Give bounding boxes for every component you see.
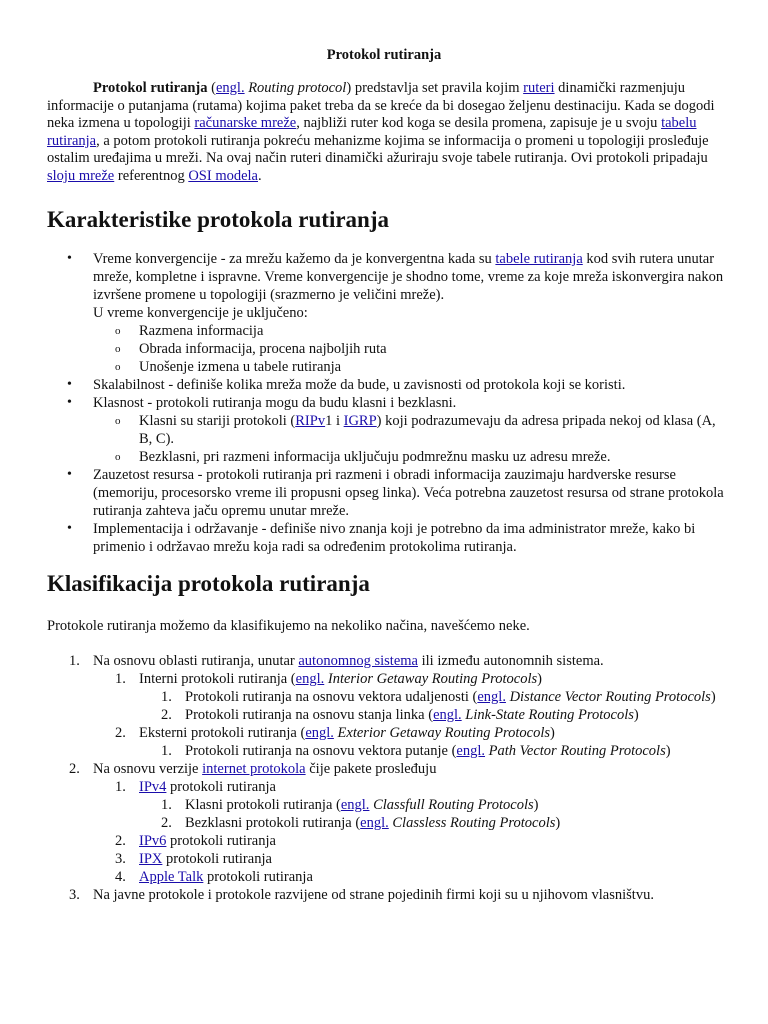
link-ipv4[interactable]: IPv4 [139,779,167,795]
item-text: Na javne protokole i protokole razvijene od strane pojedinih firmi koji su u njihovom vlasništvu. [93,887,654,903]
sub-list-item: o Unošenje izmena u tabele rutiranja [93,358,727,376]
item-text: protokoli rutiranja [166,833,276,849]
sub-sub-list-item [139,688,727,706]
item-text: Klasni su stariji protokoli ( [139,413,296,429]
classification-list [47,652,727,904]
item-text: U vreme konvergencije je uključeno: [93,305,308,321]
item-number: 1. [115,779,126,795]
engl-link[interactable]: engl. [456,743,486,759]
item-text: Eksterni protokoli rutiranja ( [139,725,306,741]
sub-sub-list [139,688,727,724]
sub-list [93,322,727,376]
link-tabelu-rutiranja[interactable]: tabelu rutiranja [47,115,697,149]
item-number: 2. [115,833,126,849]
english-term: Interior Getaway Routing Protocols [327,671,538,687]
item-text: Protokoli rutiranja na osnovu vektora udaljenosti ( [185,689,478,705]
item-text: ili između autonomnih sistema. [418,653,604,669]
english-term: Link-State Routing Protocols [465,707,634,723]
sub-list-item [93,670,727,724]
intro-term: Protokol rutiranja [93,80,208,96]
item-text: ) [555,815,561,831]
sub-list [93,412,727,466]
sub-list-item [93,778,727,832]
item-number: 2. [161,707,172,723]
sub-sub-list [139,742,727,760]
link-tabele-rutiranja[interactable]: tabele rutiranja [495,251,583,267]
intro-text-6: . [258,167,262,184]
item-text: Klasni protokoli rutiranja ( [185,797,341,813]
item-text: čije pakete prosleđuju [305,761,437,777]
english-term: Exterior Getaway Routing Protocols [337,725,551,741]
item-text: ) [633,707,639,723]
item-number: 2. [161,815,172,831]
english-term: Distance Vector Routing Protocols [509,689,711,705]
sub-list-item: o Razmena informacija [93,322,727,340]
item-text: 1 i [325,413,344,429]
sub-list [93,670,727,760]
link-internet-protokola[interactable]: internet protokola [202,761,306,777]
engl-link[interactable]: engl. [305,725,334,741]
intro-english-term: Routing protocol [248,80,347,96]
link-osi-modela[interactable]: OSI modela [188,167,258,184]
list-item [47,760,727,886]
item-text: Klasnost - protokoli rutiranja mogu da budu klasni i bezklasni. [93,395,457,411]
item-text: Protokoli rutiranja na osnovu stanja linka ( [185,707,434,723]
item-text: ) [665,743,671,759]
item-number: 4. [115,869,126,885]
page-title: Protokol rutiranja [326,47,442,63]
engl-link[interactable]: engl. [295,671,325,687]
sub-list-item [93,832,727,850]
item-text: ) [550,725,555,741]
engl-link[interactable]: engl. [215,80,245,96]
item-text: Na osnovu oblasti rutiranja, unutar [93,653,299,669]
english-term: Classless Routing Protocols [392,815,556,831]
list-item: • Zauzetost resursa - protokoli rutiranja pri razmeni i obradi informacija zauzimaju hardverske resurse (memoriju, procesorsko vreme ili propusni opseg linka). Veća potrebna zauzetost resursa od strane protokola rutiranja zahteva jaču opremu unutar mreže. [47,466,727,520]
sub-sub-list-item [139,796,727,814]
item-number: 1. [161,743,172,759]
list-item [47,394,727,466]
english-term: Classfull Routing Protocols [373,797,534,813]
item-number: 2. [69,761,80,777]
item-text: protokoli rutiranja [166,779,276,795]
link-ipx[interactable]: IPX [139,851,163,867]
link-ripv[interactable]: RIPv [295,413,326,429]
item-number: 3. [69,887,80,903]
engl-link[interactable]: engl. [477,689,506,705]
section-heading-karakteristike: Karakteristike protokola rutiranja [47,207,389,232]
item-text: ) [710,689,716,705]
item-text: ) [533,797,539,813]
link-apple-talk[interactable]: Apple Talk [139,869,204,885]
list-item [47,250,727,376]
item-number: 1. [115,671,126,687]
intro-text-5: referentnog [114,167,189,184]
item-number: 1. [69,653,80,669]
characteristics-list [47,250,727,556]
sub-sub-list-item [139,814,727,832]
item-text: protokoli rutiranja [162,851,272,867]
sub-list-item [93,850,727,868]
sub-sub-list-item [139,706,727,724]
list-item [47,652,727,760]
list-item: • Implementacija i održavanje - definiše nivo znanja koji je potrebno da ima administrator mreže, kako bi primenio i održavao mrežu koja radi sa određenim protokolima rutiranja. [47,520,727,556]
link-ruteri[interactable]: ruteri [523,80,555,96]
sub-list-item [93,724,727,760]
link-ipv6[interactable]: IPv6 [139,833,167,849]
sub-list-item [93,412,727,448]
item-text: Na osnovu verzije [93,761,203,777]
intro-paragraph: Protokol rutiranja (engl. Routing protocol) predstavlja set pravila kojim ruteri dinamički razmenjuju informacije o putanjama (rutama) kojima paket treba da se kreće da bi dosegao željenu destinaciju. Kada se dogodi neka izmena u topologiji računarske mreže, najbliži ruter kod koga se desila promena, zapisuje je u svoju tabelu rutiranja, a potom protokoli rutiranja pokreću mehanizme kojima se informacija o promeni u topologiji prosleđuje ostalim uređajima u mreži. Na ovaj način ruteri dinamički ažuriraju svoje tabele rutiranja. Ovi protokoli pripadaju sloju mreže referentnog OSI modela. [47,80,715,184]
engl-link[interactable]: engl. [433,707,462,723]
item-text: protokoli rutiranja [203,869,313,885]
item-number: 1. [161,689,172,705]
item-number: 1. [161,797,172,813]
sub-sub-list-item [139,742,727,760]
item-text: Bezklasni protokoli rutiranja ( [185,815,361,831]
link-igrp[interactable]: IGRP [343,413,377,429]
intro-text-4: , a potom protokoli rutiranja pokreću mehanizme kojima se informacija o promeni u topologiji prosleđuje ostalim uređajima u mreži. Na ovaj način ruteri dinamički ažuriraju svoje tabele rutiranja. Ovi protokoli pripadaju [47,132,709,167]
item-number: 3. [115,851,126,867]
sub-list [93,778,727,886]
item-number: 2. [115,725,126,741]
list-item [47,886,727,904]
item-text: Interni protokoli rutiranja ( [139,671,296,687]
engl-link[interactable]: engl. [340,797,370,813]
item-text: ) koji podrazumevaju da adresa pripada nekoj od klasa (A, B, C). [139,413,716,447]
item-text: Vreme konvergencije - za mrežu kažemo da je konvergentna kada su [93,251,496,267]
list-item: • Skalabilnost - definiše kolika mreža može da bude, u zavisnosti od protokola koji se koristi. [47,376,727,394]
item-text: ) [537,671,542,687]
intro-text-2: dinamički razmenjuju informacije o putanjama (rutama) kojima paket treba da se kreće da bi dosegao željenu destinaciju. Kada se dogodi neka izmena u topologiji [47,80,715,132]
english-term: Path Vector Routing Protocols [488,743,666,759]
intro-text-1: predstavlja set pravila kojim [351,80,524,96]
sub-list-item: o Bezklasni, pri razmeni informacija uključuju podmrežnu masku uz adresu mreže. [93,448,727,466]
intro-text-3: , najbliži ruter kod koga se desila promena, zapisuje je u svoju [296,115,662,132]
link-sloju-mreze[interactable]: sloju mreže [47,167,115,184]
item-text: kod svih rutera unutar mreže, kompletne i ispravne. Vreme konvergencije je shodno tome, vreme za koje mreža iskonvergira nakon izvršene promene u topologiji (srazmerno je veličini mreže). [93,251,724,303]
sub-sub-list [139,796,727,832]
sub-list-item: o Obrada informacija, procena najboljih ruta [93,340,727,358]
engl-link[interactable]: engl. [360,815,389,831]
classification-intro: Protokole rutiranja možemo da klasifikujemo na nekoliko načina, navešćemo neke. [47,618,530,634]
link-racunarske-mreze[interactable]: računarske mreže [194,115,297,132]
section-heading-klasifikacija: Klasifikacija protokola rutiranja [47,571,370,596]
link-autonomnog-sistema[interactable]: autonomnog sistema [298,653,418,669]
item-text: Protokoli rutiranja na osnovu vektora putanje ( [185,743,457,759]
sub-list-item [93,868,727,886]
